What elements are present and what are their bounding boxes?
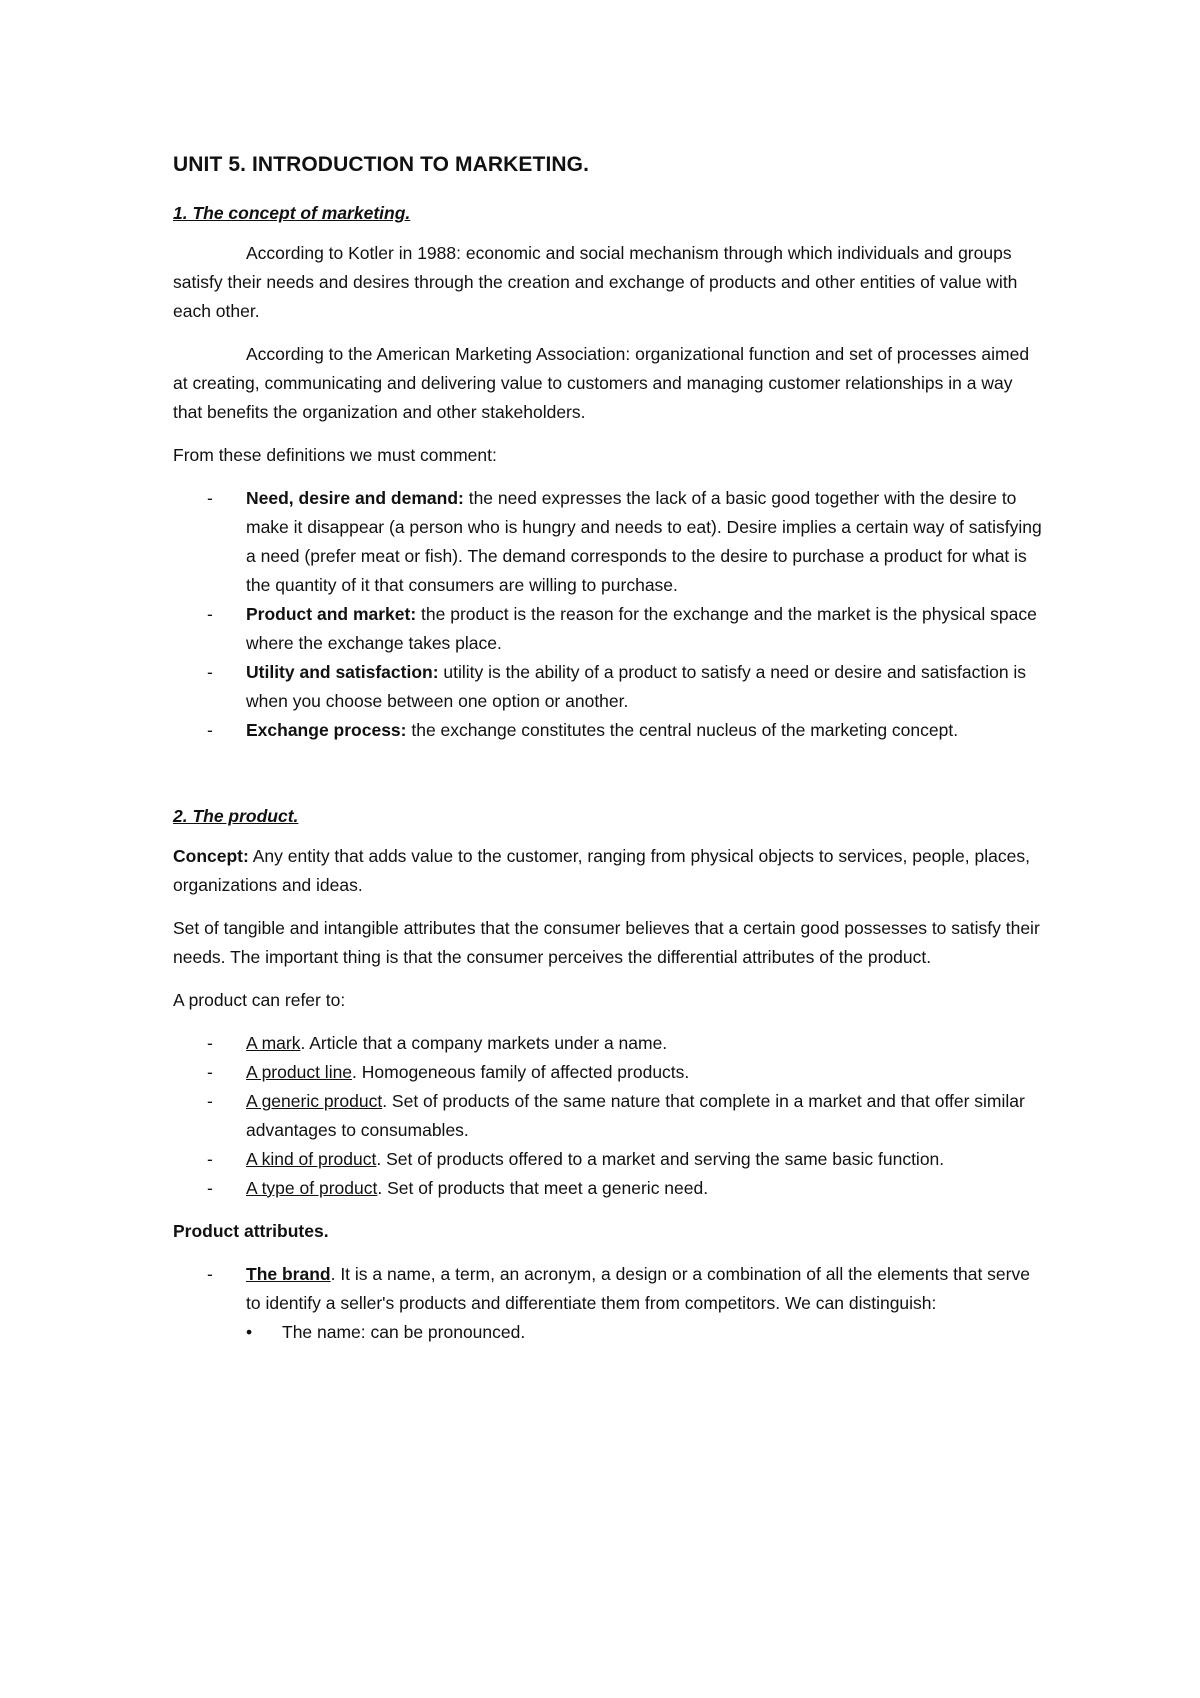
item-term: A type of product [246, 1178, 378, 1198]
section-2-heading: 2. The product. [173, 806, 299, 826]
ama-definition: According to the American Marketing Association: organizational function and set of processes aimed at creating, communicating and delivering value to customers and managing customer relationships in a way that benefits the organization and other stakeholders. [173, 344, 1030, 422]
brand-term: The brand [246, 1264, 331, 1284]
dash-bullet: - [207, 1091, 213, 1111]
item-term: Product and market: [246, 604, 417, 624]
sublist-item [246, 1318, 1043, 1347]
kotler-definition: According to Kotler in 1988: economic and social mechanism through which individuals and groups satisfy their needs and desires through the creation and exchange of products and other entities of value with each other. [173, 243, 1018, 321]
list-item [173, 1058, 1043, 1087]
list-item [173, 658, 1043, 716]
concepts-list [173, 484, 1043, 745]
section-1-heading: 1. The concept of marketing. [173, 203, 411, 223]
dash-bullet: - [207, 720, 213, 740]
product-refers-intro: A product can refer to: [173, 990, 346, 1010]
item-term: Exchange process: [246, 720, 407, 740]
document-page [173, 150, 1043, 1361]
sublist-text: The name: can be pronounced. [282, 1322, 526, 1342]
brand-text: . It is a name, a term, an acronym, a design or a combination of all the elements that serve to identify a seller's products and differentiate them from competitors. We can distinguish: [246, 1264, 1030, 1313]
product-types-list [173, 1029, 1043, 1203]
product-attributes-heading: Product attributes. [173, 1221, 329, 1241]
dash-bullet: - [207, 1062, 213, 1082]
brand-sublist [246, 1318, 1043, 1347]
document-title: UNIT 5. INTRODUCTION TO MARKETING. [173, 153, 590, 176]
list-item [173, 716, 1043, 745]
item-text: the product is the reason for the exchange and the market is the physical space where the exchange takes place. [246, 604, 1037, 653]
dash-bullet: - [207, 1178, 213, 1198]
dash-bullet: - [207, 1149, 213, 1169]
item-text: . Set of products of the same nature that complete in a market and that offer similar advantages to consumables. [246, 1091, 1025, 1140]
list-item [173, 1087, 1043, 1145]
item-term: A generic product [246, 1091, 383, 1111]
item-text: . Homogeneous family of affected products. [352, 1062, 690, 1082]
item-term: Utility and satisfaction: [246, 662, 439, 682]
item-term: A kind of product [246, 1149, 377, 1169]
item-text: . Article that a company markets under a name. [300, 1033, 668, 1053]
item-text: . Set of products that meet a generic need. [377, 1178, 709, 1198]
dash-bullet: - [207, 488, 213, 508]
list-item [173, 600, 1043, 658]
item-term: A product line [246, 1062, 353, 1082]
list-item [173, 1260, 1043, 1347]
definitions-intro: From these definitions we must comment: [173, 445, 497, 465]
list-item [173, 1174, 1043, 1203]
item-text: utility is the ability of a product to satisfy a need or desire and satisfaction is when you choose between one option or another. [246, 662, 1027, 711]
list-item [173, 1145, 1043, 1174]
section-spacer [173, 759, 1043, 802]
dash-bullet: - [207, 662, 213, 682]
concept-text: Any entity that adds value to the customer, ranging from physical objects to services, people, places, organizations and ideas. [173, 846, 1030, 895]
concept-term: Concept: [173, 846, 249, 866]
dash-bullet: - [207, 1033, 213, 1053]
bullet-dot: • [246, 1322, 253, 1342]
item-term: Need, desire and demand: [246, 488, 464, 508]
product-concept [173, 842, 1043, 900]
list-item [173, 484, 1043, 600]
dash-bullet: - [207, 1264, 213, 1284]
list-item [173, 1029, 1043, 1058]
dash-bullet: - [207, 604, 213, 624]
item-term: A mark [246, 1033, 301, 1053]
item-text: the need expresses the lack of a basic good together with the desire to make it disappear (a person who is hungry and needs to eat). Desire implies a certain way of satisfying a need (prefer meat or fish). The demand corresponds to the desire to purchase a product for what is the quantity of it that consumers are willing to purchase. [246, 488, 1042, 595]
product-attributes-definition: Set of tangible and intangible attributes that the consumer believes that a certain good possesses to satisfy their needs. The important thing is that the consumer perceives the differential attributes of the product. [173, 918, 1040, 967]
item-text: the exchange constitutes the central nucleus of the marketing concept. [406, 720, 959, 740]
item-text: . Set of products offered to a market and serving the same basic function. [376, 1149, 945, 1169]
attributes-list [173, 1260, 1043, 1347]
